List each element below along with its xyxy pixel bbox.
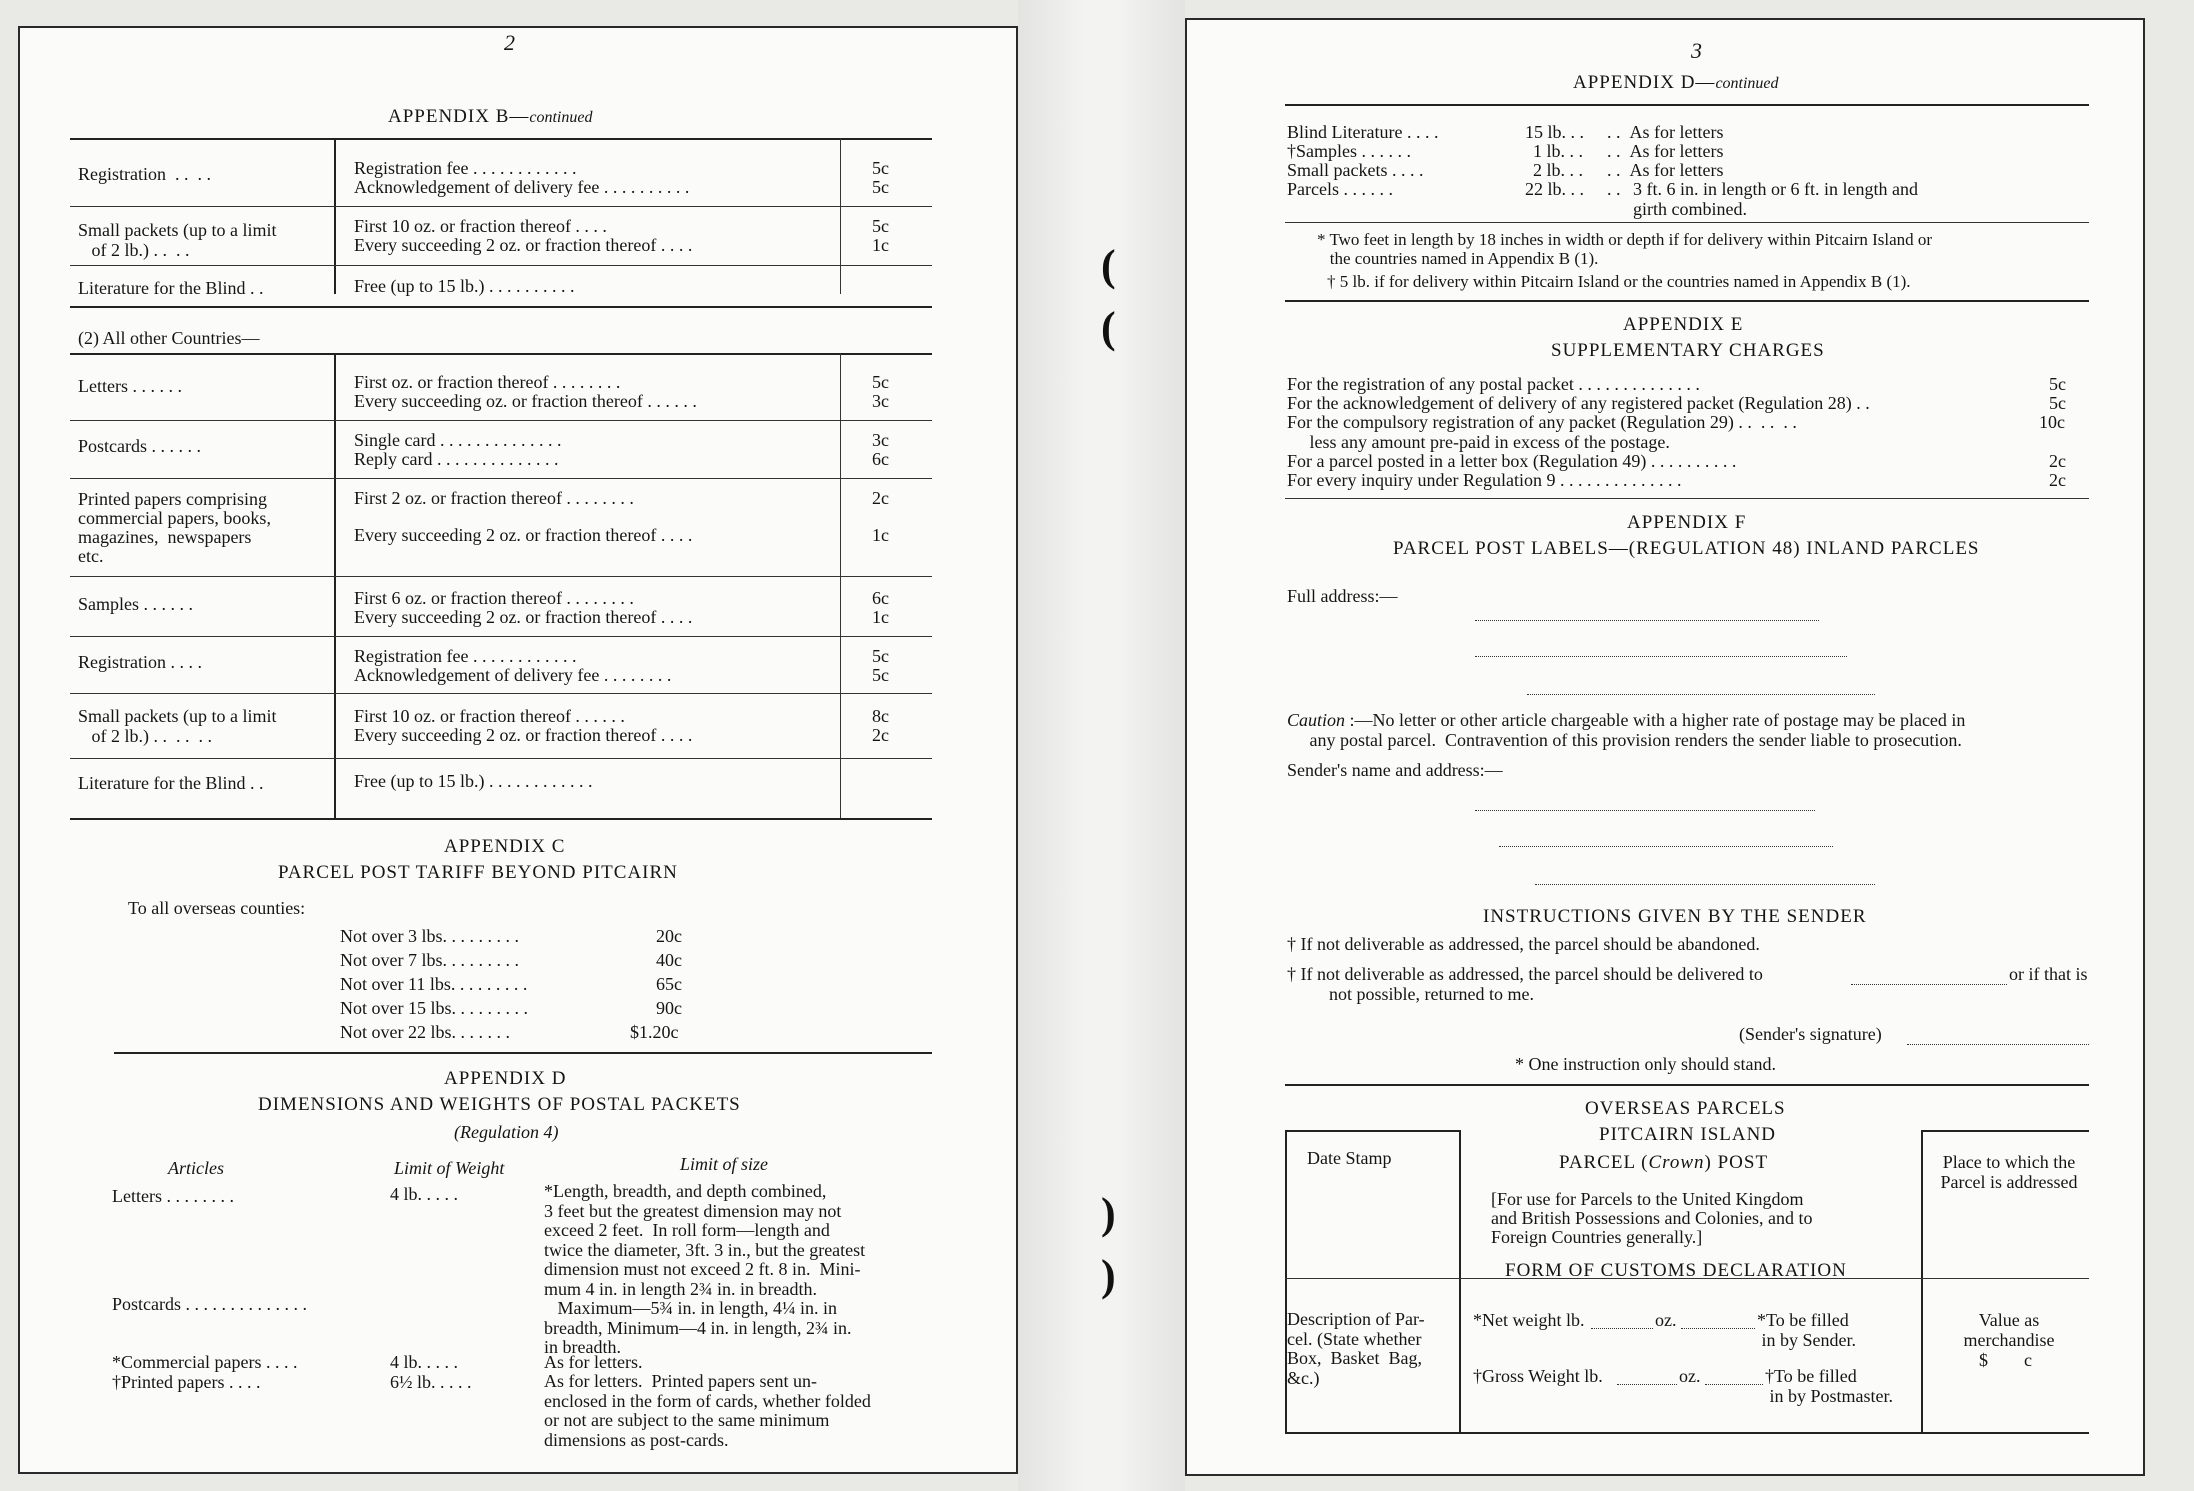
rule bbox=[114, 1052, 932, 1054]
dimension-weight: 1 lb. . . bbox=[1533, 141, 1584, 161]
rate-line: Every succeeding 2 oz. or fraction thereof . . . . bbox=[354, 235, 693, 255]
rate-line: First 2 oz. or fraction thereof . . . . . . . . bbox=[354, 488, 634, 508]
signature-field[interactable] bbox=[1907, 1044, 2089, 1045]
rate-line: Every succeeding 2 oz. or fraction thereof . . . . bbox=[354, 607, 693, 627]
column-rule bbox=[840, 353, 841, 820]
charge-label: For a parcel posted in a letter box (Regulation 49) . . . . . . . . . . bbox=[1287, 451, 1737, 471]
row-rule bbox=[70, 693, 932, 694]
rule bbox=[70, 353, 932, 355]
sender-address-field[interactable] bbox=[1499, 846, 1833, 847]
row-rule bbox=[70, 576, 932, 577]
caution-label: Caution bbox=[1287, 710, 1346, 730]
article-label: Letters . . . . . . bbox=[78, 376, 182, 396]
rate-value: 5c bbox=[872, 646, 889, 666]
appendix-d-title: APPENDIX D bbox=[444, 1068, 567, 1089]
column-rule bbox=[334, 353, 336, 820]
right-page bbox=[1185, 18, 2145, 1476]
continued-label: continued bbox=[529, 109, 593, 126]
tariff-rate: 20c bbox=[656, 926, 682, 946]
appendix-d-subtitle: DIMENSIONS AND WEIGHTS OF POSTAL PACKETS bbox=[258, 1094, 741, 1115]
full-address-label: Full address:— bbox=[1287, 586, 1398, 606]
charge-rate: 2c bbox=[2049, 470, 2066, 490]
net-weight-note: *To be filled in by Sender. bbox=[1757, 1310, 1856, 1350]
dimension-article: †Samples . . . . . . bbox=[1287, 141, 1411, 161]
row-rule bbox=[70, 478, 932, 479]
gross-weight-label: †Gross Weight lb. bbox=[1473, 1366, 1603, 1386]
rate-value: 6c bbox=[872, 449, 889, 469]
row-rule bbox=[70, 265, 932, 266]
rate-value: 5c bbox=[872, 216, 889, 236]
caution-text bbox=[1287, 710, 1965, 750]
footnote-star: * Two feet in length by 18 inches in width or depth if for delivery within Pitcairn Island or the countries named in Appendix B (1). bbox=[1317, 230, 1933, 268]
charge-label: For every inquiry under Regulation 9 . . . . . . . . . . . . . . bbox=[1287, 470, 1682, 490]
binding-clip-mark: ) bbox=[1101, 1189, 1116, 1238]
tariff-label: Not over 7 lbs. . . . . . . . . bbox=[340, 950, 519, 970]
binding-clip-mark: ( bbox=[1101, 303, 1116, 352]
charge-label: For the compulsory registration of any packet (Regulation 29) . . . . . . less any amount pre-paid in excess of the postage. bbox=[1287, 412, 1797, 452]
column-rule bbox=[334, 138, 336, 294]
appendix-b-title: APPENDIX B— bbox=[388, 106, 530, 127]
rate-line: Free (up to 15 lb.) . . . . . . . . . . bbox=[354, 276, 575, 296]
appendix-f-title: APPENDIX F bbox=[1627, 512, 1747, 533]
sender-address-field[interactable] bbox=[1475, 810, 1815, 811]
signature-label: (Sender's signature) bbox=[1739, 1024, 1882, 1044]
net-weight-oz-field[interactable] bbox=[1681, 1328, 1755, 1329]
dimension-weight: 4 lb. . . . . bbox=[390, 1352, 459, 1372]
tariff-rate: 40c bbox=[656, 950, 682, 970]
parcel-post-crown: Crown bbox=[1648, 1152, 1705, 1173]
article-label: Small packets (up to a limit of 2 lb.) . . . . bbox=[78, 220, 277, 260]
instructions-title: INSTRUCTIONS GIVEN BY THE SENDER bbox=[1483, 906, 1867, 927]
value-label: Value as merchandise bbox=[1963, 1310, 2055, 1350]
appendix-c-title: APPENDIX C bbox=[444, 836, 566, 857]
parcel-post-b: ) POST bbox=[1704, 1152, 1769, 1173]
rate-value: 2c bbox=[872, 488, 889, 508]
article-label: Postcards . . . . . . bbox=[78, 436, 201, 456]
dimension-article: Blind Literature . . . . bbox=[1287, 122, 1439, 142]
rate-line: Every succeeding 2 oz. or fraction thereof . . . . bbox=[354, 525, 693, 545]
rule bbox=[70, 138, 932, 140]
article-label: Literature for the Blind . . bbox=[78, 773, 264, 793]
currency-label: $ c bbox=[1979, 1350, 2032, 1370]
gross-weight-note: †To be filled in by Postmaster. bbox=[1765, 1366, 1894, 1406]
appendix-b-heading bbox=[388, 106, 592, 128]
gross-weight-oz-label: oz. bbox=[1679, 1366, 1701, 1386]
dimension-article: Small packets . . . . bbox=[1287, 160, 1424, 180]
article-label: Registration . . . . bbox=[78, 652, 202, 672]
dimension-article: Postcards . . . . . . . . . . . . . . bbox=[112, 1294, 307, 1314]
rule bbox=[1285, 300, 2089, 302]
caution-body: :—No letter or other article chargeable with a higher rate of postage may be placed in any postal parcel. Contravention of this provision renders the sender liable to prosecution. bbox=[1309, 710, 1966, 750]
column-rule bbox=[840, 138, 841, 294]
rate-line: Acknowledgement of delivery fee . . . . . . . . bbox=[354, 665, 672, 685]
instruction-deliver: † If not deliverable as addressed, the parcel should be delivered to bbox=[1287, 964, 1763, 984]
place-addressed-label: Place to which the Parcel is addressed bbox=[1940, 1152, 2078, 1192]
parcel-post-title bbox=[1559, 1152, 1768, 1174]
rate-line: First 6 oz. or fraction thereof . . . . . . . . bbox=[354, 588, 634, 608]
dimension-weight: 22 lb. . . bbox=[1525, 179, 1585, 199]
date-stamp-label: Date Stamp bbox=[1307, 1148, 1392, 1168]
tariff-rate: 65c bbox=[656, 974, 682, 994]
rate-line: First oz. or fraction thereof . . . . . . . . bbox=[354, 372, 621, 392]
article-label: Small packets (up to a limit of 2 lb.) . . . . . . bbox=[78, 706, 277, 746]
rate-line: First 10 oz. or fraction thereof . . . . bbox=[354, 216, 607, 236]
dimension-size: *Length, breadth, and depth combined, 3 feet but the greatest dimension may not exceed 2 feet. In roll form—length and twice the diameter, 3ft. 3 in., but the greatest dimension must not exceed 2 ft. 8 in. Mini- mum 4 in. in length 2¾ in. in breadth. Maximum—5¾ in. in length, 4¼ in. in breadth, Minimum—4 in. in length, 2¾ in. in breadth. bbox=[544, 1181, 866, 1357]
description-label: Description of Par- cel. (State whether Box, Basket Bag, &c.) bbox=[1287, 1309, 1425, 1388]
dimension-weight: 6½ lb. . . . . bbox=[390, 1372, 472, 1392]
parcel-post-a: PARCEL ( bbox=[1559, 1152, 1649, 1173]
charge-rate: 5c bbox=[2049, 393, 2066, 413]
continued-label: continued bbox=[1715, 75, 1779, 92]
charge-rate: 2c bbox=[2049, 451, 2066, 471]
rate-line: Every succeeding oz. or fraction thereof . . . . . . bbox=[354, 391, 697, 411]
rule bbox=[1285, 222, 2089, 223]
rate-line: First 10 oz. or fraction thereof . . . . . . bbox=[354, 706, 625, 726]
charge-rate: 5c bbox=[2049, 374, 2066, 394]
dimension-article: *Commercial papers . . . . bbox=[112, 1352, 298, 1372]
tariff-label: Not over 22 lbs. . . . . . . bbox=[340, 1022, 510, 1042]
rate-value: 1c bbox=[872, 235, 889, 255]
tariff-label: Not over 15 lbs. . . . . . . . . bbox=[340, 998, 528, 1018]
article-label: Printed papers comprising commercial papers, books, magazines, newspapers etc. bbox=[78, 489, 271, 566]
dimension-size: As for letters. Printed papers sent un- enclosed in the form of cards, whether folded or not are subject to the same minimum dimensions as post-cards. bbox=[544, 1371, 871, 1450]
charge-label: For the acknowledgement of delivery of any registered packet (Regulation 28) . . bbox=[1287, 393, 1870, 413]
rate-line: Every succeeding 2 oz. or fraction thereof . . . . bbox=[354, 725, 693, 745]
form-rule bbox=[1285, 1432, 2089, 1434]
rate-line: Registration fee . . . . . . . . . . . . bbox=[354, 646, 577, 666]
overseas-title: OVERSEAS PARCELS bbox=[1585, 1098, 1786, 1119]
column-header-weight: Limit of Weight bbox=[394, 1158, 505, 1178]
footnote-dagger: † 5 lb. if for delivery within Pitcairn Island or the countries named in Appendix B (1). bbox=[1327, 272, 1911, 291]
rate-value: 3c bbox=[872, 391, 889, 411]
dimension-weight: 15 lb. . . bbox=[1525, 122, 1585, 142]
appendix-f-subtitle: PARCEL POST LABELS—(REGULATION 48) INLAND PARCLES bbox=[1393, 538, 1980, 559]
appendix-d-heading bbox=[1573, 72, 1779, 94]
appendix-e-title: APPENDIX E bbox=[1623, 314, 1744, 335]
dimension-size: . . As for letters bbox=[1607, 122, 1724, 142]
row-rule bbox=[70, 758, 932, 759]
tariff-rate: $1.20c bbox=[630, 1022, 679, 1042]
rule bbox=[70, 818, 932, 820]
form-border bbox=[1921, 1130, 1923, 1432]
page-number: 2 bbox=[504, 30, 515, 55]
customs-declaration-title: FORM OF CUSTOMS DECLARATION bbox=[1505, 1260, 1847, 1281]
dimension-size-text: 3 ft. 6 in. in length or 6 ft. in length and girth combined. bbox=[1633, 179, 1918, 219]
address-line-field[interactable] bbox=[1527, 694, 1875, 695]
dimension-size: . . As for letters bbox=[1607, 141, 1724, 161]
column-header-articles: Articles bbox=[168, 1158, 224, 1178]
tariff-label: Not over 11 lbs. . . . . . . . . bbox=[340, 974, 528, 994]
rule bbox=[1285, 1084, 2089, 1086]
rate-line: Registration fee . . . . . . . . . . . . bbox=[354, 158, 577, 178]
dimension-article: Parcels . . . . . . bbox=[1287, 179, 1393, 199]
tariff-rate: 90c bbox=[656, 998, 682, 1018]
rate-value: 2c bbox=[872, 725, 889, 745]
sender-address-field[interactable] bbox=[1535, 884, 1875, 885]
row-rule bbox=[70, 636, 932, 637]
gross-weight-lb-field[interactable] bbox=[1617, 1384, 1677, 1385]
net-weight-oz-label: oz. bbox=[1655, 1310, 1677, 1330]
article-label: Registration . . . . bbox=[78, 164, 211, 184]
rule bbox=[70, 306, 932, 308]
dimension-size: . . bbox=[1607, 179, 1630, 199]
rate-value: 5c bbox=[872, 665, 889, 685]
rate-line: Free (up to 15 lb.) . . . . . . . . . . . . bbox=[354, 771, 593, 791]
address-line-field[interactable] bbox=[1475, 620, 1819, 621]
rate-value: 6c bbox=[872, 588, 889, 608]
rule bbox=[1285, 104, 2089, 106]
dimension-weight: 4 lb. . . . . bbox=[390, 1184, 459, 1204]
dimension-size-text: As for letters bbox=[1629, 160, 1724, 180]
charge-rate: 10c bbox=[2039, 412, 2065, 432]
address-line-field[interactable] bbox=[1475, 656, 1847, 657]
gross-weight-oz-field[interactable] bbox=[1705, 1384, 1763, 1385]
rate-value: 1c bbox=[872, 607, 889, 627]
appendix-c-subtitle: PARCEL POST TARIFF BEYOND PITCAIRN bbox=[278, 862, 678, 883]
rule bbox=[1285, 498, 2089, 499]
overseas-counties-label: To all overseas counties: bbox=[128, 898, 306, 918]
appendix-e-subtitle: SUPPLEMENTARY CHARGES bbox=[1551, 340, 1825, 361]
rate-value: 5c bbox=[872, 372, 889, 392]
article-label: Literature for the Blind . . bbox=[78, 278, 264, 298]
binding-clip-mark: ) bbox=[1101, 1251, 1116, 1300]
for-use-note: [For use for Parcels to the United Kingdom and British Possessions and Colonies, and to Foreign Countries generally.] bbox=[1491, 1189, 1813, 1247]
appendix-d-title: APPENDIX D— bbox=[1573, 72, 1716, 93]
form-border bbox=[1459, 1130, 1461, 1432]
dimension-weight: 2 lb. . . bbox=[1533, 160, 1584, 180]
net-weight-label: *Net weight lb. bbox=[1473, 1310, 1585, 1330]
row-rule bbox=[70, 206, 932, 207]
dimension-size: . . As for letters bbox=[1607, 160, 1724, 180]
rate-value: 3c bbox=[872, 430, 889, 450]
pitcairn-title: PITCAIRN ISLAND bbox=[1599, 1124, 1777, 1145]
row-rule bbox=[70, 420, 932, 421]
other-countries-label: (2) All other Countries— bbox=[78, 328, 260, 348]
net-weight-lb-field[interactable] bbox=[1591, 1328, 1653, 1329]
column-header-size: Limit of size bbox=[680, 1154, 769, 1174]
rate-line: Single card . . . . . . . . . . . . . . bbox=[354, 430, 562, 450]
one-instruction-note: * One instruction only should stand. bbox=[1515, 1054, 1776, 1074]
charge-label: For the registration of any postal packet . . . . . . . . . . . . . . bbox=[1287, 374, 1700, 394]
tariff-label: Not over 3 lbs. . . . . . . . . bbox=[340, 926, 519, 946]
sender-label: Sender's name and address:— bbox=[1287, 760, 1503, 780]
dimension-article: †Printed papers . . . . bbox=[112, 1372, 261, 1392]
article-label: Samples . . . . . . bbox=[78, 594, 193, 614]
rate-value: 5c bbox=[872, 177, 889, 197]
form-rule bbox=[1921, 1130, 2089, 1132]
instruction-abandon: † If not deliverable as addressed, the parcel should be abandoned. bbox=[1287, 934, 1760, 954]
rate-value: 5c bbox=[872, 158, 889, 178]
binding-clip-mark: ( bbox=[1101, 241, 1116, 290]
form-rule bbox=[1285, 1130, 1459, 1132]
dimension-size-text: As for letters bbox=[1629, 122, 1724, 142]
rate-value: 8c bbox=[872, 706, 889, 726]
page-number: 3 bbox=[1691, 38, 1702, 63]
dimension-article: Letters . . . . . . . . bbox=[112, 1186, 234, 1206]
left-page bbox=[18, 26, 1018, 1474]
dimension-size: As for letters. bbox=[544, 1352, 643, 1372]
rate-line: Acknowledgement of delivery fee . . . . . . . . . . bbox=[354, 177, 690, 197]
deliver-to-field[interactable] bbox=[1851, 984, 2007, 985]
regulation-label: (Regulation 4) bbox=[454, 1122, 559, 1142]
rate-value: 1c bbox=[872, 525, 889, 545]
instruction-deliver-cont: or if that is bbox=[2009, 964, 2088, 984]
instruction-return: not possible, returned to me. bbox=[1329, 984, 1534, 1004]
dimension-size-text: As for letters bbox=[1629, 141, 1724, 161]
rate-line: Reply card . . . . . . . . . . . . . . bbox=[354, 449, 559, 469]
